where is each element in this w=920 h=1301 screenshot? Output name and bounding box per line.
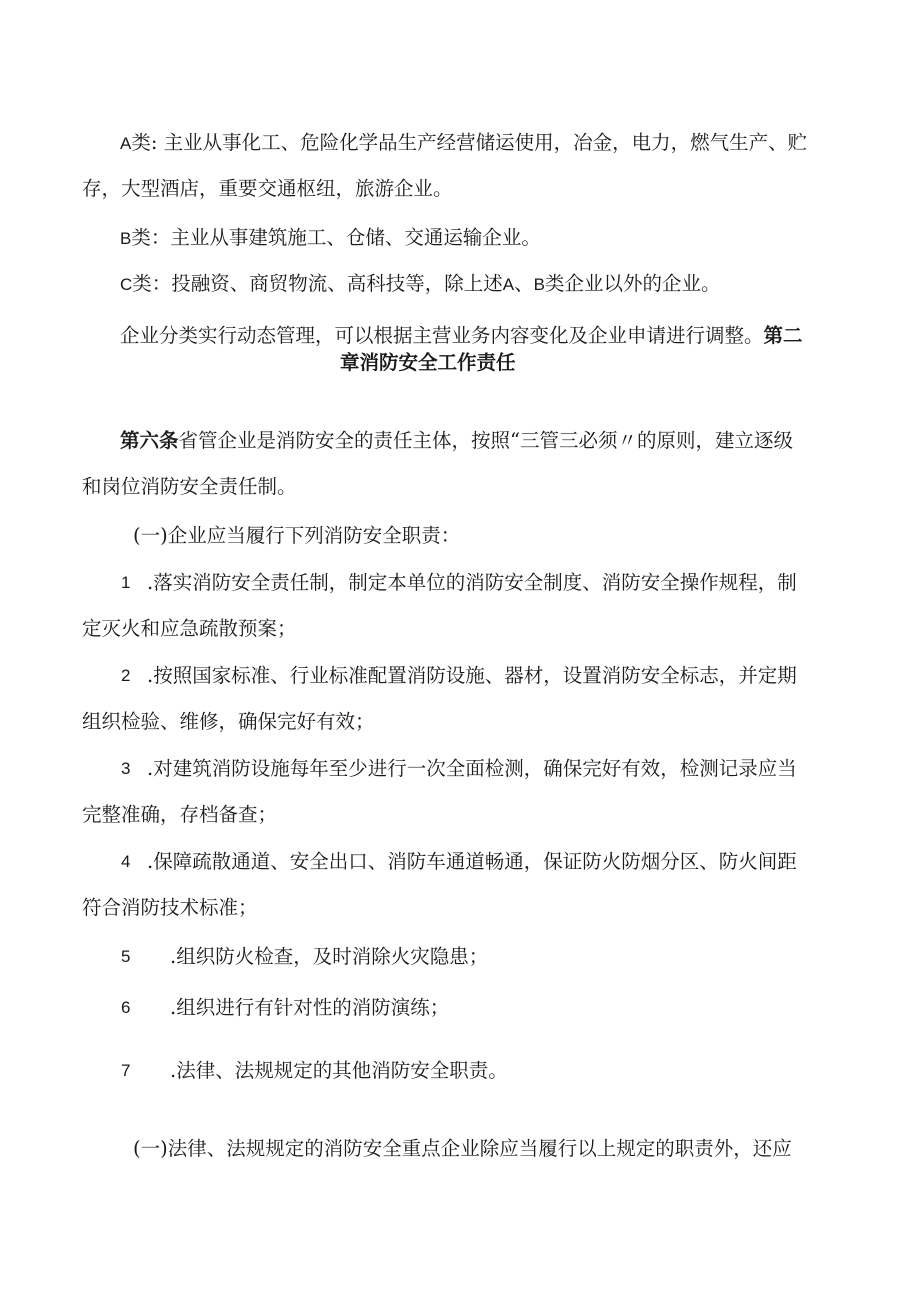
- duty-4-line2: 符合消防技术标准；: [82, 896, 258, 919]
- dynamic-management-text: 企业分类实行动态管理，可以根据主营业务内容变化及企业申请进行调整。: [120, 324, 764, 347]
- article6-label: 第六条: [120, 429, 179, 452]
- duty-4-number: 4: [121, 852, 131, 871]
- article6-line1: [120, 428, 793, 454]
- duty-1-line1: .落实消防安全责任制，制定本单位的消防安全制度、消防安全操作规程，制: [147, 571, 797, 594]
- category-c-mid-a: A: [502, 275, 515, 294]
- category-b-text: 类：主业从事建筑施工、仓储、交通运输企业。: [131, 226, 541, 249]
- category-c-text1: 类：投融资、商贸物流、高科技等，除上述: [132, 272, 503, 295]
- duty-3-line2: 完整准确，存档备查；: [82, 803, 278, 826]
- duty-2-line1: .按照国家标准、行业标准配置消防设施、器材，设置消防安全标志，并定期: [147, 664, 797, 687]
- duty-5-line1: .组织防火检查，及时消除火灾隐患；: [170, 945, 489, 968]
- section1-heading: (一)企业应当履行下列消防安全职责：: [133, 524, 461, 547]
- duty-7-line1: .法律、法规规定的其他消防安全职责。: [170, 1059, 508, 1082]
- chapter-title-part2: 章消防安全工作责任: [340, 351, 516, 374]
- category-b-line: [120, 225, 541, 252]
- category-c-text2: 、: [514, 272, 534, 295]
- duty-6-line1: .组织进行有针对性的消防演练；: [170, 996, 450, 1019]
- category-c-prefix: C: [120, 275, 133, 294]
- article6-text: 省管企业是消防安全的责任主体，按照“三管三必须〃的原则，建立逐级: [178, 429, 793, 452]
- duty-1-line2: 定灭火和应急疏散预案；: [82, 617, 297, 640]
- duty-6-number: 6: [121, 998, 131, 1017]
- category-a-text: 类: 主业从事化工、危险化学品生产经营储运使用，冶金，电力，燃气生产、贮: [131, 131, 808, 154]
- dynamic-management-line: [120, 323, 803, 349]
- duty-3-line1: .对建筑消防设施每年至少进行一次全面检测，确保完好有效，检测记录应当: [147, 757, 797, 780]
- category-c-mid-b: B: [533, 275, 545, 294]
- duty-3-number: 3: [121, 759, 131, 778]
- duty-5-number: 5: [121, 947, 131, 966]
- duty-7-number: 7: [121, 1061, 131, 1080]
- category-a-prefix: A: [120, 134, 132, 153]
- duty-4-line1: .保障疏散通道、安全出口、消防车通道畅通，保证防火防烟分区、防火间距: [147, 850, 797, 873]
- category-a-line2: 存，大型酒店，重要交通枢纽，旅游企业。: [82, 177, 453, 200]
- duty-2-line2: 组织检验、维修，确保完好有效；: [82, 710, 375, 733]
- category-c-line: [120, 271, 721, 298]
- duty-1-number: 1: [121, 573, 131, 592]
- chapter-title-part1: 第二: [763, 324, 803, 347]
- section2-heading: (一)法律、法规规定的消防安全重点企业除应当履行以上规定的职责外，还应: [133, 1137, 792, 1160]
- category-a-line1: [120, 130, 807, 157]
- category-b-prefix: B: [120, 229, 132, 248]
- category-c-text3: 类企业以外的企业。: [545, 272, 721, 295]
- duty-2-number: 2: [121, 666, 131, 685]
- article6-line2: 和岗位消防安全责任制。: [82, 475, 297, 498]
